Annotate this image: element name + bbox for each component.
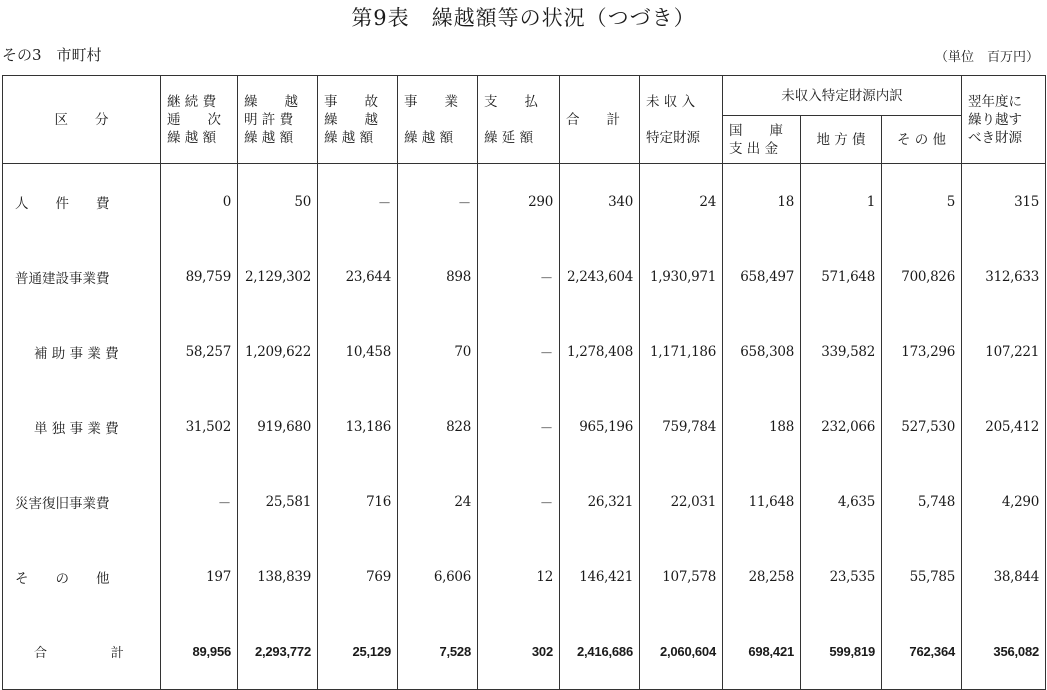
cell: 599,819 xyxy=(801,614,882,690)
cell: 188 xyxy=(723,389,801,464)
cell: 197 xyxy=(161,539,238,614)
cell: 2,293,772 xyxy=(238,614,318,690)
cell: 2,129,302 xyxy=(238,239,318,314)
cell: 50 xyxy=(238,164,318,240)
row-label: 補 助 事 業 費 xyxy=(3,314,161,389)
header-chiho: 地 方 債 xyxy=(801,116,882,164)
cell: 173,296 xyxy=(882,314,962,389)
header-jigyo: 事 業 繰 越 額 xyxy=(398,76,478,164)
cell: 5 xyxy=(882,164,962,240)
cell: 290 xyxy=(478,164,560,240)
cell: 302 xyxy=(478,614,560,690)
unit-label: （単位 百万円） xyxy=(934,50,1039,65)
cell: 356,082 xyxy=(962,614,1046,690)
cell: 18 xyxy=(723,164,801,240)
cell: 1,209,622 xyxy=(238,314,318,389)
cell: 339,582 xyxy=(801,314,882,389)
cell: 23,535 xyxy=(801,539,882,614)
cell: 13,186 xyxy=(318,389,398,464)
table-row xyxy=(3,239,1046,314)
header-meikyo: 繰 越 明 許 費 繰 越 額 xyxy=(238,76,318,164)
cell: 232,066 xyxy=(801,389,882,464)
cell: 1,171,186 xyxy=(640,314,723,389)
header-shiharai: 支 払 繰 延 額 xyxy=(478,76,560,164)
table-title: 第9表 繰越額等の状況（つづき） xyxy=(351,6,696,30)
cell: 658,308 xyxy=(723,314,801,389)
cell: － xyxy=(478,314,560,389)
table-row xyxy=(3,389,1046,464)
cell: 1,278,408 xyxy=(560,314,640,389)
cell: 769 xyxy=(318,539,398,614)
cell: 12 xyxy=(478,539,560,614)
cell: 24 xyxy=(640,164,723,240)
row-label: 普通建設事業費 xyxy=(3,239,161,314)
cell: 205,412 xyxy=(962,389,1046,464)
cell: 6,606 xyxy=(398,539,478,614)
cell: 146,421 xyxy=(560,539,640,614)
cell: 70 xyxy=(398,314,478,389)
cell: 5,748 xyxy=(882,464,962,539)
row-label: 人 件 費 xyxy=(3,164,161,240)
cell: 107,578 xyxy=(640,539,723,614)
cell: 698,421 xyxy=(723,614,801,690)
cell: 965,196 xyxy=(560,389,640,464)
cell: 658,497 xyxy=(723,239,801,314)
table-row xyxy=(3,314,1046,389)
cell: 7,528 xyxy=(398,614,478,690)
cell: 762,364 xyxy=(882,614,962,690)
cell: 2,243,604 xyxy=(560,239,640,314)
table-row xyxy=(3,464,1046,539)
cell: 700,826 xyxy=(882,239,962,314)
cell: 2,060,604 xyxy=(640,614,723,690)
cell: 25,581 xyxy=(238,464,318,539)
carryover-table xyxy=(2,75,1046,690)
cell: 89,956 xyxy=(161,614,238,690)
cell: 1 xyxy=(801,164,882,240)
cell: 26,321 xyxy=(560,464,640,539)
cell: － xyxy=(478,239,560,314)
header-gokei: 合 計 xyxy=(560,76,640,164)
cell: 312,633 xyxy=(962,239,1046,314)
cell: 0 xyxy=(161,164,238,240)
cell: 828 xyxy=(398,389,478,464)
cell: 1,930,971 xyxy=(640,239,723,314)
header-mishu-group: 未収入特定財源内訳 xyxy=(723,76,962,116)
total-row xyxy=(3,614,1046,690)
cell: 919,680 xyxy=(238,389,318,464)
cell: 759,784 xyxy=(640,389,723,464)
cell: － xyxy=(478,389,560,464)
cell: 55,785 xyxy=(882,539,962,614)
cell: － xyxy=(161,464,238,539)
cell: 22,031 xyxy=(640,464,723,539)
row-label: そ の 他 xyxy=(3,539,161,614)
cell: 25,129 xyxy=(318,614,398,690)
cell: 10,458 xyxy=(318,314,398,389)
cell: 898 xyxy=(398,239,478,314)
cell: 107,221 xyxy=(962,314,1046,389)
row-label: 合 計 xyxy=(3,614,161,690)
cell: 571,648 xyxy=(801,239,882,314)
row-label: 単 独 事 業 費 xyxy=(3,389,161,464)
table-subtitle: その3 市町村 xyxy=(2,46,102,64)
header-kokko: 国 庫 支 出 金 xyxy=(723,116,801,164)
cell: 2,416,686 xyxy=(560,614,640,690)
cell: 38,844 xyxy=(962,539,1046,614)
header-yokunendo: 翌年度に 繰り越す べき財源 xyxy=(962,76,1046,164)
cell: － xyxy=(398,164,478,240)
cell: 28,258 xyxy=(723,539,801,614)
header-keizoku: 継 続 費 逓 次 繰 越 額 xyxy=(161,76,238,164)
table-row xyxy=(3,164,1046,240)
cell: 11,648 xyxy=(723,464,801,539)
cell: 4,290 xyxy=(962,464,1046,539)
cell: 4,635 xyxy=(801,464,882,539)
cell: 716 xyxy=(318,464,398,539)
table-row xyxy=(3,539,1046,614)
header-jiko: 事 故 繰 越 繰 越 額 xyxy=(318,76,398,164)
cell: － xyxy=(318,164,398,240)
header-kubun: 区 分 xyxy=(3,76,161,164)
cell: 24 xyxy=(398,464,478,539)
cell: － xyxy=(478,464,560,539)
cell: 527,530 xyxy=(882,389,962,464)
row-label: 災害復旧事業費 xyxy=(3,464,161,539)
cell: 31,502 xyxy=(161,389,238,464)
header-sonota: そ の 他 xyxy=(882,116,962,164)
cell: 58,257 xyxy=(161,314,238,389)
cell: 315 xyxy=(962,164,1046,240)
cell: 23,644 xyxy=(318,239,398,314)
cell: 89,759 xyxy=(161,239,238,314)
cell: 138,839 xyxy=(238,539,318,614)
cell: 340 xyxy=(560,164,640,240)
header-mishu: 未 収 入 特定財源 xyxy=(640,76,723,164)
